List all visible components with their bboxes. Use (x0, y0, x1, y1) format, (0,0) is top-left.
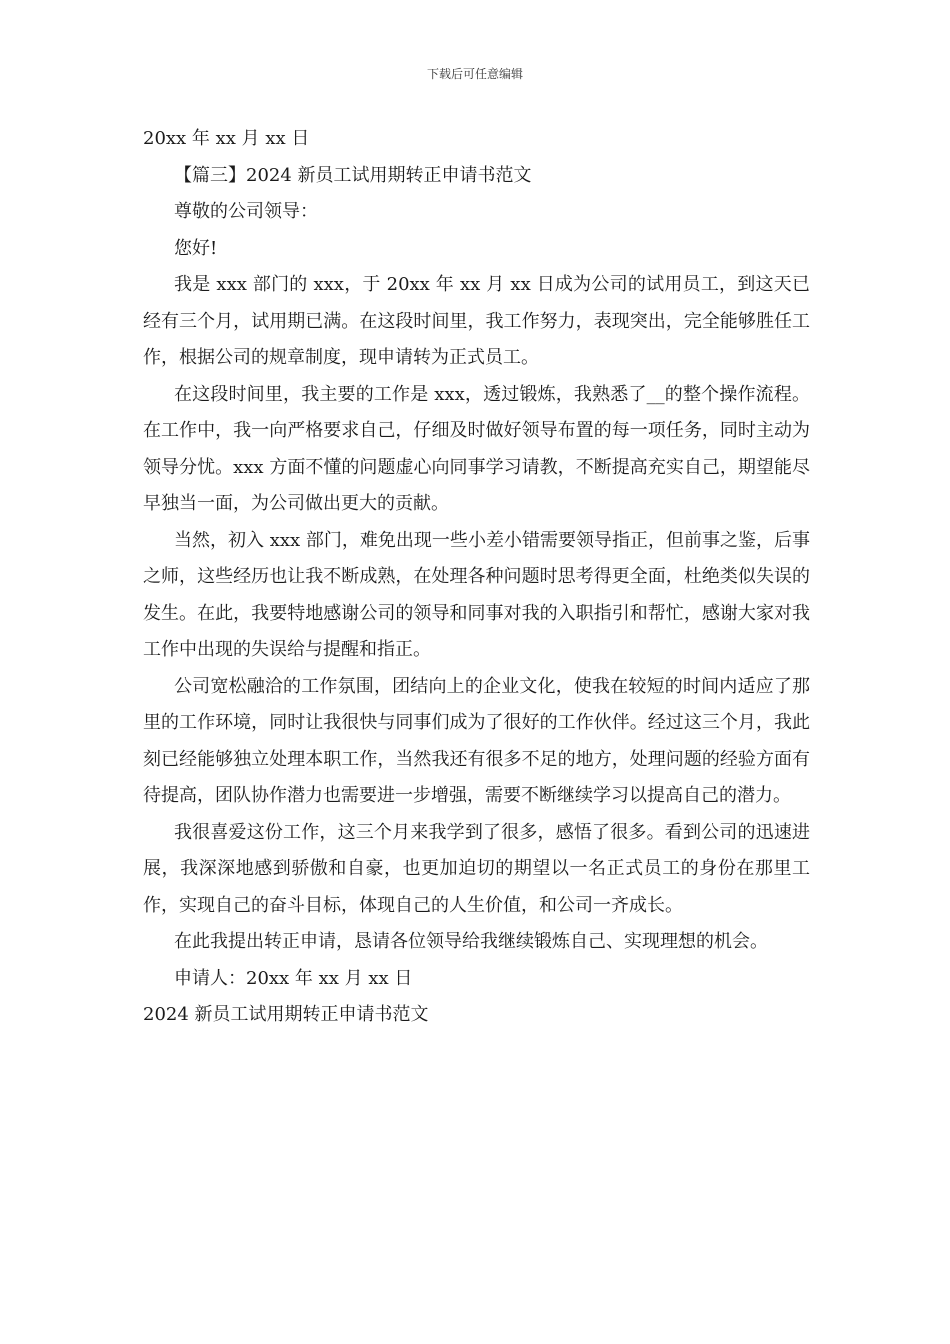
body-paragraph: 在此我提出转正申请，恳请各位领导给我继续锻炼自己、实现理想的机会。 (174, 931, 768, 952)
salutation: 尊敬的公司领导： (174, 201, 318, 222)
body-paragraph: 公司宽松融洽的工作氛围，团结向上的企业文化，使我在较短的时间内适应了那里的工作环境，同时让我很快与同事们成为了很好的工作伙伴。经过这三个月，我此刻已经能够独立处理本职工作，当然我还有很多不足的地方，处理问题的经验方面有待提高，团队协作潜力也需要进一步增强，需要不断继续学习以提高自己的潜力。 (143, 675, 810, 806)
body-paragraph: 我是 xxx 部门的 xxx，于 20xx 年 xx 月 xx 日成为公司的试用员工，到这天已经有三个月，试用期已满。在这段时间里，我工作努力，表现突出，完全能够胜任工作，根据公司的规章制度，现申请转为正式员工。 (143, 274, 810, 368)
body-paragraph: 我很喜爱这份工作，这三个月来我学到了很多，感悟了很多。看到公司的迅速进展，我深深地感到骄傲和自豪，也更加迫切的期望以一名正式员工的身份在那里工作，实现自己的奋斗目标，体现自己的人生价值，和公司一齐成长。 (143, 821, 810, 916)
date-line: 20xx 年 xx 月 xx 日 (143, 128, 310, 149)
section-title: 【篇三】2024 新员工试用期转正申请书范文 (174, 164, 532, 186)
body-paragraph: 当然，初入 xxx 部门，难免出现一些小差小错需要领导指正，但前事之鉴，后事之师，这些经历也让我不断成熟，在处理各种问题时思考得更全面，杜绝类似失误的发生。在此，我要特地感谢公司的领导和同事对我的入职指引和帮忙，感谢大家对我工作中出现的失误给与提醒和指正。 (143, 529, 810, 660)
signature-line: 申请人：20xx 年 xx 月 xx 日 (174, 967, 413, 989)
footer-title: 2024 新员工试用期转正申请书范文 (143, 1004, 429, 1025)
greeting: 您好! (174, 237, 218, 259)
page-header: 下载后可任意编辑 (426, 67, 523, 81)
document-body (143, 121, 810, 1034)
body-paragraph: 在这段时间里，我主要的工作是 xxx，透过锻炼，我熟悉了__的整个操作流程。在工作中，我一向严格要求自己，仔细及时做好领导布置的每一项任务，同时主动为领导分忧。xxx 方面不懂的问题虚心向同事学习请教，不断提高充实自己，期望能尽早独当一面，为公司做出更大的贡献。 (143, 383, 810, 514)
